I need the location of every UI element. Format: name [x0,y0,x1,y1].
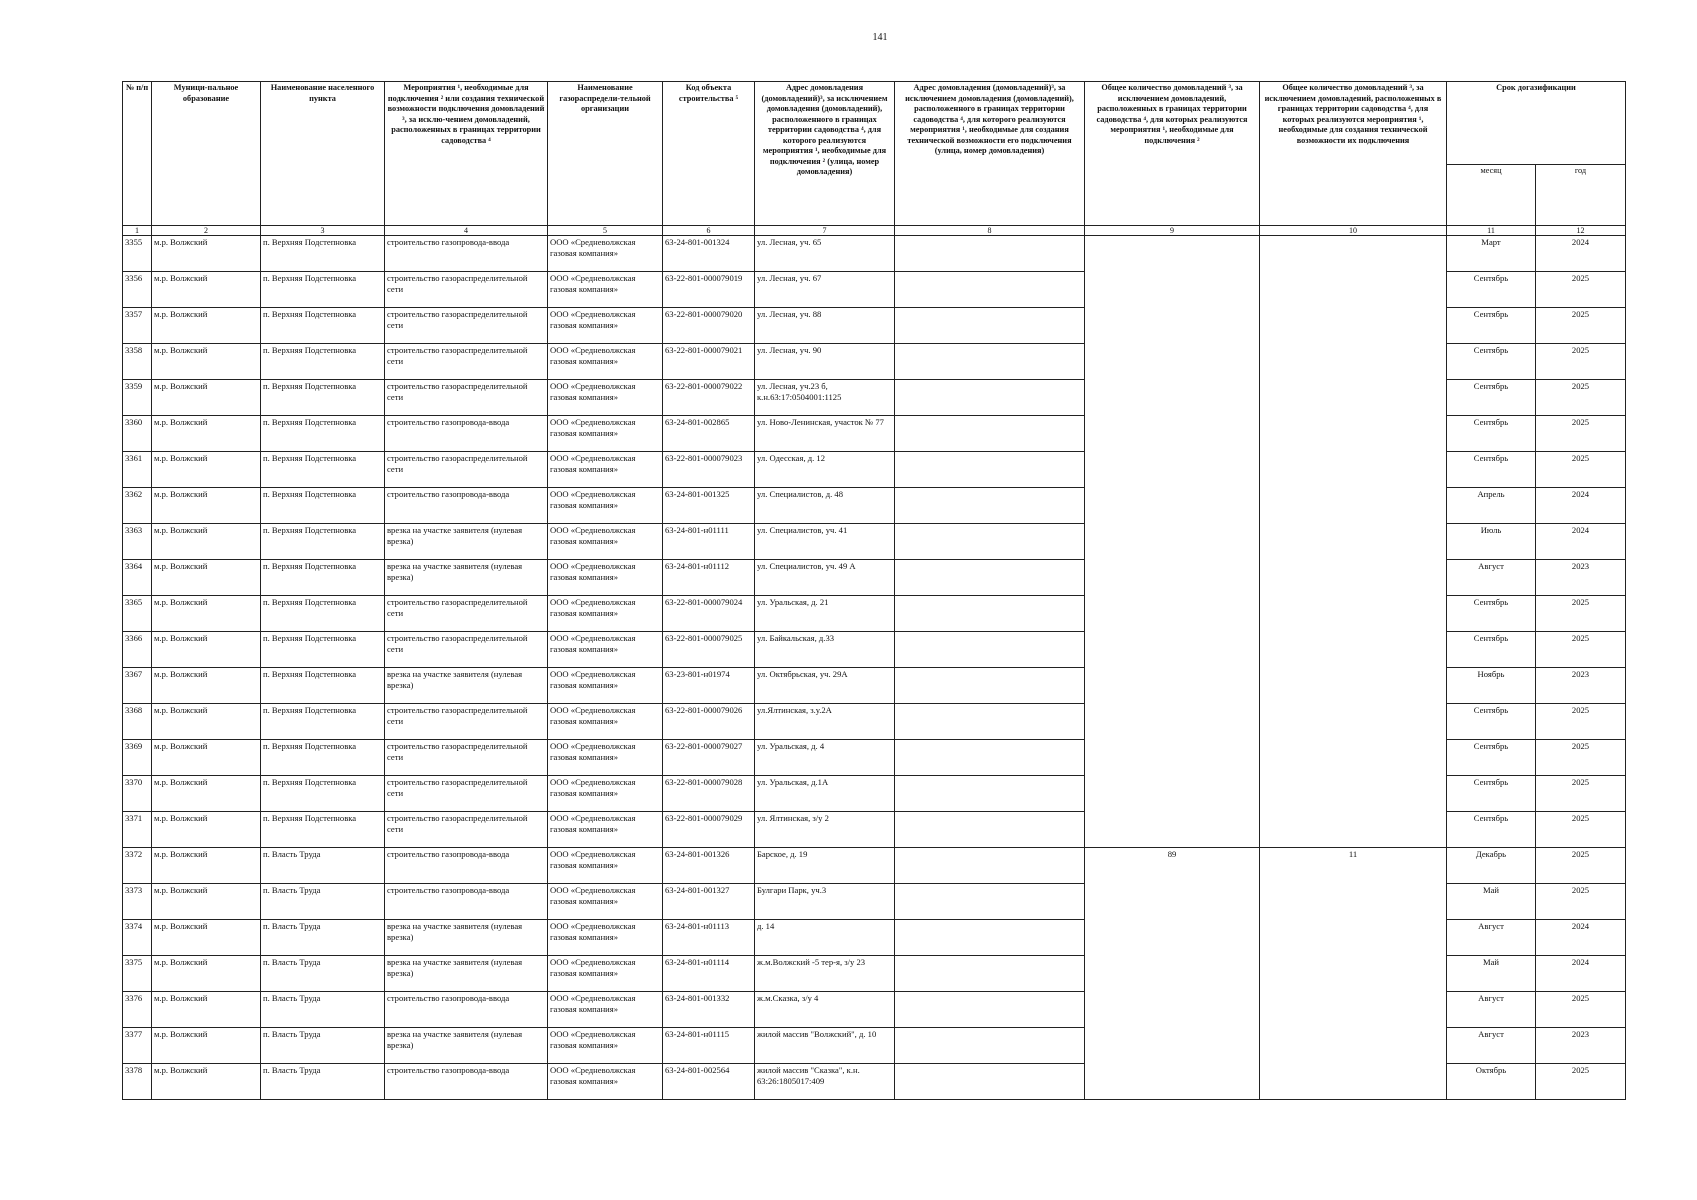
row-address: ул. Одесская, д. 12 [755,452,895,488]
header-settlement: Наименование населенного пункта [261,82,385,226]
row-address-technical [895,848,1085,884]
row-number: 3370 [123,776,152,812]
row-object-code: 63-22-801-000079024 [663,596,755,632]
row-measure: строительство газораспределительной сети [385,272,548,308]
row-settlement: п. Верхняя Подстепновка [261,740,385,776]
row-month: Август [1447,992,1536,1028]
row-object-code: 63-22-801-000079027 [663,740,755,776]
row-year: 2025 [1536,272,1626,308]
row-address: Булгари Парк, уч.3 [755,884,895,920]
row-municipality: м.р. Волжский [152,308,261,344]
row-address: ул. Специалистов, уч. 41 [755,524,895,560]
row-measure: строительство газораспределительной сети [385,632,548,668]
row-year: 2025 [1536,308,1626,344]
row-measure: строительство газораспределительной сети [385,776,548,812]
row-address: ул. Уральская, д. 4 [755,740,895,776]
row-address: жилой массив "Волжский", д. 10 [755,1028,895,1064]
row-year: 2025 [1536,1064,1626,1100]
page-number: 141 [872,32,888,43]
row-number: 3378 [123,1064,152,1100]
row-number: 3368 [123,704,152,740]
row-address-technical [895,1028,1085,1064]
row-address-technical [895,524,1085,560]
row-settlement: п. Власть Труда [261,920,385,956]
header-deadline: Срок догазификации [1447,82,1626,165]
row-year: 2024 [1536,488,1626,524]
row-municipality: м.р. Волжский [152,452,261,488]
row-organization: ООО «Средневолжская газовая компания» [548,812,663,848]
row-organization: ООО «Средневолжская газовая компания» [548,632,663,668]
row-address-technical [895,596,1085,632]
row-number: 3361 [123,452,152,488]
row-month: Сентябрь [1447,380,1536,416]
row-municipality: м.р. Волжский [152,632,261,668]
header-object-code: Код объекта строительства ⁵ [663,82,755,226]
row-number: 3377 [123,1028,152,1064]
row-address-technical [895,308,1085,344]
row-address: жилой массив "Сказка", к.н. 63:26:1805017:409 [755,1064,895,1100]
row-month: Декабрь [1447,848,1536,884]
count-connection-cell [1085,236,1260,848]
row-measure: строительство газораспределительной сети [385,344,548,380]
row-measure: врезка на участке заявителя (нулевая врезка) [385,956,548,992]
row-year: 2025 [1536,380,1626,416]
row-settlement: п. Верхняя Подстепновка [261,272,385,308]
row-measure: строительство газораспределительной сети [385,812,548,848]
gasification-schedule-table [122,81,1626,1100]
row-organization: ООО «Средневолжская газовая компания» [548,1064,663,1100]
row-address-technical [895,812,1085,848]
row-organization: ООО «Средневолжская газовая компания» [548,488,663,524]
row-address: ул. Лесная, уч. 67 [755,272,895,308]
row-address-technical [895,632,1085,668]
header-address-technical: Адрес домовладения (домовладений)³, за исключением домовладения (домовладений), расположенного в границах территории садоводства ⁴, для которого реализуются мероприятия ¹, необходимые для создания технической возможности его подключения (улица, номер домовладения) [895,82,1085,226]
row-number: 3366 [123,632,152,668]
row-object-code: 63-24-801-001326 [663,848,755,884]
row-year: 2025 [1536,848,1626,884]
row-municipality: м.р. Волжский [152,236,261,272]
row-address: ж.м.Сказка, з/у 4 [755,992,895,1028]
row-month: Август [1447,920,1536,956]
col-number: 12 [1536,226,1626,236]
row-number: 3373 [123,884,152,920]
row-settlement: п. Верхняя Подстепновка [261,308,385,344]
row-organization: ООО «Средневолжская газовая компания» [548,236,663,272]
row-municipality: м.р. Волжский [152,488,261,524]
row-object-code: 63-24-801-н01115 [663,1028,755,1064]
row-year: 2025 [1536,452,1626,488]
row-organization: ООО «Средневолжская газовая компания» [548,884,663,920]
row-municipality: м.р. Волжский [152,560,261,596]
header-row [123,82,1626,165]
row-object-code: 63-22-801-000079022 [663,380,755,416]
row-measure: строительство газораспределительной сети [385,704,548,740]
row-month: Сентябрь [1447,344,1536,380]
row-organization: ООО «Средневолжская газовая компания» [548,344,663,380]
row-organization: ООО «Средневолжская газовая компания» [548,416,663,452]
row-measure: строительство газопровода-ввода [385,884,548,920]
row-settlement: п. Власть Труда [261,1028,385,1064]
row-organization: ООО «Средневолжская газовая компания» [548,848,663,884]
row-municipality: м.р. Волжский [152,740,261,776]
col-number: 6 [663,226,755,236]
row-address: ул. Уральская, д. 21 [755,596,895,632]
header-organization: Наименование газораспредели-тельной организации [548,82,663,226]
row-settlement: п. Верхняя Подстепновка [261,524,385,560]
row-number: 3372 [123,848,152,884]
row-settlement: п. Власть Труда [261,884,385,920]
row-address-technical [895,992,1085,1028]
header-num: № п/п [123,82,152,226]
row-address-technical [895,344,1085,380]
row-settlement: п. Верхняя Подстепновка [261,704,385,740]
row-object-code: 63-24-801-001324 [663,236,755,272]
table-body [123,236,1626,1100]
header-count-technical: Общее количество домовладений ³, за исключением домовладений, расположенных в границах территории садоводства ⁴, для которых реализуются мероприятия ¹, необходимые для создания технической возможности их подключения [1260,82,1447,226]
row-measure: врезка на участке заявителя (нулевая врезка) [385,524,548,560]
row-organization: ООО «Средневолжская газовая компания» [548,308,663,344]
row-year: 2025 [1536,776,1626,812]
row-organization: ООО «Средневолжская газовая компания» [548,272,663,308]
row-year: 2025 [1536,632,1626,668]
row-address-technical [895,704,1085,740]
row-address: ул. Лесная, уч.23 б, к.н.63:17:0504001:1125 [755,380,895,416]
row-month: Сентябрь [1447,704,1536,740]
row-object-code: 63-24-801-001327 [663,884,755,920]
row-number: 3355 [123,236,152,272]
row-organization: ООО «Средневолжская газовая компания» [548,956,663,992]
row-settlement: п. Власть Труда [261,956,385,992]
row-settlement: п. Власть Труда [261,848,385,884]
row-organization: ООО «Средневолжская газовая компания» [548,560,663,596]
row-object-code: 63-24-801-н01113 [663,920,755,956]
row-month: Сентябрь [1447,812,1536,848]
row-object-code: 63-22-801-000079026 [663,704,755,740]
count-connection-cell: 89 [1085,848,1260,1100]
row-organization: ООО «Средневолжская газовая компания» [548,704,663,740]
row-settlement: п. Верхняя Подстепновка [261,596,385,632]
row-municipality: м.р. Волжский [152,956,261,992]
row-address: ул. Ялтинская, з/у 2 [755,812,895,848]
row-organization: ООО «Средневолжская газовая компания» [548,740,663,776]
col-number: 10 [1260,226,1447,236]
row-organization: ООО «Средневолжская газовая компания» [548,380,663,416]
row-object-code: 63-24-801-н01114 [663,956,755,992]
row-address-technical [895,380,1085,416]
col-number: 11 [1447,226,1536,236]
row-month: Июль [1447,524,1536,560]
row-municipality: м.р. Волжский [152,812,261,848]
row-settlement: п. Власть Труда [261,1064,385,1100]
row-settlement: п. Власть Труда [261,992,385,1028]
row-municipality: м.р. Волжский [152,380,261,416]
row-month: Май [1447,956,1536,992]
row-number: 3371 [123,812,152,848]
row-measure: строительство газораспределительной сети [385,452,548,488]
row-address-technical [895,452,1085,488]
header-address-connection: Адрес домовладения (домовладений)³, за исключением домовладения (домовладений), расположенного в границах территории садоводства ⁴, для которого реализуются мероприятия ¹, необходимые для подключения ² (улица, номер домовладения) [755,82,895,226]
row-object-code: 63-22-801-000079023 [663,452,755,488]
row-measure: строительство газораспределительной сети [385,740,548,776]
col-number: 2 [152,226,261,236]
col-number: 5 [548,226,663,236]
row-year: 2025 [1536,416,1626,452]
row-month: Май [1447,884,1536,920]
row-measure: строительство газопровода-ввода [385,848,548,884]
row-year: 2025 [1536,596,1626,632]
row-address-technical [895,956,1085,992]
row-municipality: м.р. Волжский [152,344,261,380]
row-number: 3365 [123,596,152,632]
col-number: 1 [123,226,152,236]
row-settlement: п. Верхняя Подстепновка [261,416,385,452]
row-month: Март [1447,236,1536,272]
row-settlement: п. Верхняя Подстепновка [261,488,385,524]
row-object-code: 63-24-801-н01112 [663,560,755,596]
count-technical-cell [1260,236,1447,848]
row-settlement: п. Верхняя Подстепновка [261,632,385,668]
row-month: Сентябрь [1447,740,1536,776]
row-settlement: п. Верхняя Подстепновка [261,236,385,272]
row-number: 3362 [123,488,152,524]
row-address: д. 14 [755,920,895,956]
row-municipality: м.р. Волжский [152,524,261,560]
row-month: Ноябрь [1447,668,1536,704]
row-year: 2025 [1536,704,1626,740]
row-organization: ООО «Средневолжская газовая компания» [548,776,663,812]
row-settlement: п. Верхняя Подстепновка [261,668,385,704]
row-year: 2025 [1536,812,1626,848]
row-object-code: 63-24-801-002865 [663,416,755,452]
row-object-code: 63-24-801-001332 [663,992,755,1028]
row-address: ул. Лесная, уч. 65 [755,236,895,272]
row-address-technical [895,1064,1085,1100]
row-municipality: м.р. Волжский [152,1064,261,1100]
row-measure: строительство газораспределительной сети [385,596,548,632]
row-object-code: 63-24-801-002564 [663,1064,755,1100]
row-organization: ООО «Средневолжская газовая компания» [548,668,663,704]
row-object-code: 63-22-801-000079020 [663,308,755,344]
row-year: 2024 [1536,956,1626,992]
row-object-code: 63-22-801-000079029 [663,812,755,848]
header-municipality: Муници-пальное образование [152,82,261,226]
row-month: Сентябрь [1447,452,1536,488]
row-address: ул. Лесная, уч. 88 [755,308,895,344]
row-month: Сентябрь [1447,308,1536,344]
col-number: 3 [261,226,385,236]
row-municipality: м.р. Волжский [152,1028,261,1064]
row-organization: ООО «Средневолжская газовая компания» [548,992,663,1028]
row-year: 2024 [1536,524,1626,560]
row-number: 3358 [123,344,152,380]
row-address-technical [895,488,1085,524]
row-year: 2025 [1536,884,1626,920]
row-month: Апрель [1447,488,1536,524]
row-year: 2023 [1536,560,1626,596]
row-number: 3356 [123,272,152,308]
row-organization: ООО «Средневолжская газовая компания» [548,524,663,560]
row-municipality: м.р. Волжский [152,416,261,452]
col-number: 8 [895,226,1085,236]
row-measure: строительство газораспределительной сети [385,308,548,344]
row-month: Август [1447,1028,1536,1064]
row-month: Сентябрь [1447,776,1536,812]
row-measure: врезка на участке заявителя (нулевая врезка) [385,560,548,596]
row-measure: строительство газопровода-ввода [385,236,548,272]
row-measure: строительство газопровода-ввода [385,488,548,524]
row-municipality: м.р. Волжский [152,596,261,632]
row-year: 2025 [1536,992,1626,1028]
row-measure: врезка на участке заявителя (нулевая врезка) [385,668,548,704]
row-number: 3367 [123,668,152,704]
row-year: 2023 [1536,668,1626,704]
row-organization: ООО «Средневолжская газовая компания» [548,452,663,488]
row-number: 3375 [123,956,152,992]
row-month: Октябрь [1447,1064,1536,1100]
row-number: 3363 [123,524,152,560]
row-year: 2025 [1536,740,1626,776]
row-address: ул. Ново-Ленинская, участок № 77 [755,416,895,452]
row-year: 2025 [1536,344,1626,380]
row-year: 2024 [1536,236,1626,272]
row-municipality: м.р. Волжский [152,848,261,884]
row-municipality: м.р. Волжский [152,668,261,704]
row-settlement: п. Верхняя Подстепновка [261,812,385,848]
row-address-technical [895,740,1085,776]
row-organization: ООО «Средневолжская газовая компания» [548,920,663,956]
table-row [123,848,1626,884]
row-object-code: 63-22-801-000079019 [663,272,755,308]
row-month: Сентябрь [1447,596,1536,632]
row-measure: строительство газопровода-ввода [385,1064,548,1100]
row-object-code: 63-22-801-000079028 [663,776,755,812]
row-number: 3374 [123,920,152,956]
row-address-technical [895,920,1085,956]
row-year: 2023 [1536,1028,1626,1064]
row-settlement: п. Верхняя Подстепновка [261,452,385,488]
count-technical-cell: 11 [1260,848,1447,1100]
col-number: 9 [1085,226,1260,236]
row-municipality: м.р. Волжский [152,920,261,956]
row-organization: ООО «Средневолжская газовая компания» [548,1028,663,1064]
row-settlement: п. Верхняя Подстепновка [261,776,385,812]
row-settlement: п. Верхняя Подстепновка [261,344,385,380]
row-address-technical [895,272,1085,308]
col-number: 7 [755,226,895,236]
row-number: 3360 [123,416,152,452]
row-settlement: п. Верхняя Подстепновка [261,560,385,596]
row-month: Сентябрь [1447,416,1536,452]
header-year: год [1536,165,1626,226]
row-address-technical [895,884,1085,920]
row-year: 2024 [1536,920,1626,956]
header-count-connection: Общее количество домовладений ³, за исключением домовладений, расположенных в границах территории садоводства ⁴, для которых реализуются мероприятия ¹, необходимые для подключения ² [1085,82,1260,226]
row-measure: строительство газораспределительной сети [385,380,548,416]
row-number: 3376 [123,992,152,1028]
row-address: ул. Специалистов, уч. 49 А [755,560,895,596]
header-measures: Мероприятия ¹, необходимые для подключения ² или создания технической возможности подключения домовладений ³, за исклю-чением домовладений, расположенных в границах территории садоводства ⁴ [385,82,548,226]
table-row [123,236,1626,272]
row-municipality: м.р. Волжский [152,272,261,308]
row-municipality: м.р. Волжский [152,992,261,1028]
row-municipality: м.р. Волжский [152,884,261,920]
col-number: 4 [385,226,548,236]
row-address: ул. Специалистов, д. 48 [755,488,895,524]
row-object-code: 63-24-801-001325 [663,488,755,524]
row-month: Сентябрь [1447,632,1536,668]
row-number: 3369 [123,740,152,776]
row-measure: строительство газопровода-ввода [385,416,548,452]
row-address: ул. Уральская, д.1А [755,776,895,812]
row-address-technical [895,560,1085,596]
header-month: месяц [1447,165,1536,226]
row-measure: врезка на участке заявителя (нулевая врезка) [385,1028,548,1064]
row-month: Сентябрь [1447,272,1536,308]
row-address: ул. Байкальская, д.33 [755,632,895,668]
row-number: 3357 [123,308,152,344]
row-settlement: п. Верхняя Подстепновка [261,380,385,416]
row-municipality: м.р. Волжский [152,704,261,740]
row-object-code: 63-23-801-н01974 [663,668,755,704]
row-address: ж.м.Волжский -5 тер-я, з/у 23 [755,956,895,992]
row-address-technical [895,776,1085,812]
row-object-code: 63-24-801-н01111 [663,524,755,560]
row-address: ул. Октябрьская, уч. 29А [755,668,895,704]
column-number-row [123,226,1626,236]
row-address: ул.Ялтинская, з.у.2А [755,704,895,740]
row-address-technical [895,236,1085,272]
row-object-code: 63-22-801-000079021 [663,344,755,380]
row-municipality: м.р. Волжский [152,776,261,812]
row-month: Август [1447,560,1536,596]
row-address-technical [895,668,1085,704]
row-address-technical [895,416,1085,452]
row-number: 3359 [123,380,152,416]
row-organization: ООО «Средневолжская газовая компания» [548,596,663,632]
row-measure: строительство газопровода-ввода [385,992,548,1028]
row-measure: врезка на участке заявителя (нулевая врезка) [385,920,548,956]
row-address: Барское, д. 19 [755,848,895,884]
row-address: ул. Лесная, уч. 90 [755,344,895,380]
row-number: 3364 [123,560,152,596]
row-object-code: 63-22-801-000079025 [663,632,755,668]
